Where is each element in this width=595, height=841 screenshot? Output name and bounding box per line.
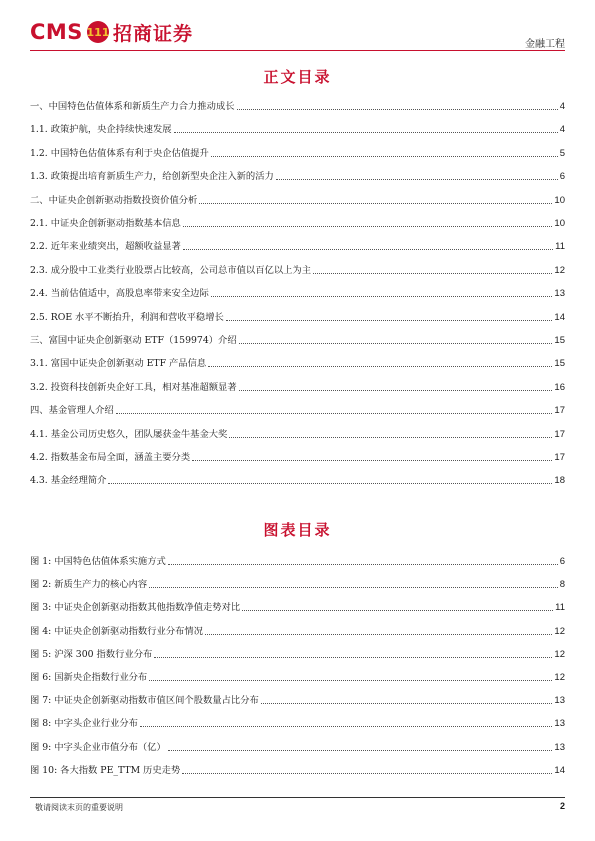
figure-entry-label: 图 10: 各大指数 PE_TTM 历史走势	[30, 764, 181, 776]
report-category: 金融工程	[525, 39, 565, 50]
figure-entry-label: 图 1: 中国特色估值体系实施方式	[30, 556, 166, 567]
figure-entry-label: 图 6: 国新央企指数行业分布	[30, 672, 148, 683]
figure-entry[interactable]	[30, 554, 565, 568]
figure-entry-page: 13	[554, 718, 565, 730]
dot-leader	[229, 437, 552, 438]
toc-title: 正文目录	[263, 68, 332, 86]
toc-entry[interactable]	[30, 263, 565, 277]
toc-entry-label: 一、中国特色估值体系和新质生产力合力推动成长	[30, 101, 235, 112]
figures-title: 图表目录	[263, 521, 332, 539]
toc-entry[interactable]	[30, 286, 565, 300]
dot-leader	[276, 179, 558, 180]
dot-leader	[154, 657, 552, 658]
toc-entry-page: 12	[554, 264, 565, 276]
cms-logo	[30, 17, 193, 47]
toc-entry[interactable]	[30, 239, 565, 253]
toc-entry[interactable]	[30, 216, 565, 230]
header-divider	[30, 50, 565, 51]
page-header	[30, 17, 565, 51]
toc-entry-page: 15	[554, 335, 565, 346]
dot-leader	[192, 460, 552, 461]
footer-divider	[30, 797, 565, 798]
toc-entry[interactable]	[30, 169, 565, 183]
figure-entry[interactable]	[30, 693, 565, 707]
logo-seal-icon: 111	[87, 21, 109, 43]
toc-entry-label: 二、中证央企创新驱动指数投资价值分析	[30, 194, 198, 206]
dot-leader	[237, 109, 558, 110]
dot-leader	[182, 773, 552, 774]
dot-leader	[205, 634, 552, 635]
figure-entry-label: 图 3: 中证央企创新驱动指数其他指数净值走势对比	[30, 602, 241, 614]
toc-entry-label: 2.5. ROE 水平不断抬升，利润和营收平稳增长	[30, 311, 224, 323]
dot-leader	[149, 587, 557, 588]
toc-entry-page: 10	[554, 194, 565, 206]
toc-entry-page: 15	[554, 358, 565, 370]
footer-disclaimer: 敬请阅读末页的重要说明	[35, 803, 123, 812]
logo-cms-text: CMS	[30, 20, 83, 44]
figure-entry-page: 8	[559, 579, 565, 591]
toc-entry[interactable]	[30, 403, 565, 417]
dot-leader	[261, 703, 553, 704]
toc-entry-page: 13	[554, 288, 565, 300]
dot-leader	[211, 156, 558, 157]
figure-entry-label: 图 4: 中证央企创新驱动指数行业分布情况	[30, 625, 204, 637]
figure-entry-page: 12	[554, 625, 565, 637]
logo-company-name: 招商证券	[112, 22, 193, 45]
toc-entry-label: 4.3. 基金经理简介	[30, 475, 107, 487]
toc-entry[interactable]	[30, 193, 565, 207]
toc-entry-page: 4	[559, 124, 565, 136]
toc-entry-label: 2.3. 成分股中工业类行业股票占比较高，公司总市值以百亿以上为主	[30, 264, 312, 276]
dot-leader	[242, 610, 553, 611]
figure-entry-label: 图 9: 中字头企业市值分布（亿）	[30, 741, 166, 753]
figure-entry[interactable]	[30, 763, 565, 777]
toc-entry-page: 17	[554, 405, 565, 417]
toc-entry-label: 1.1. 政策护航，央企持续快速发展	[30, 124, 172, 136]
figure-entry-label: 图 5: 沪深 300 指数行业分布	[30, 648, 153, 660]
toc-entry-page: 17	[554, 428, 565, 440]
toc-entry-label: 4.2. 指数基金布局全面，涵盖主要分类	[30, 452, 191, 463]
figure-entry-page: 11	[555, 602, 565, 614]
figure-entry-page: 14	[554, 764, 565, 776]
toc-entry-page: 4	[559, 101, 565, 112]
toc-entry-label: 3.1. 富国中证央企创新驱动 ETF 产品信息	[30, 358, 207, 370]
toc-entry-label: 2.2. 近年来业绩突出，超额收益显著	[30, 241, 181, 253]
dot-leader	[108, 483, 552, 484]
dot-leader	[140, 726, 552, 727]
toc-entry-label: 4.1. 基金公司历史悠久，团队屡获金牛基金大奖	[30, 428, 228, 440]
figure-entry[interactable]	[30, 716, 565, 730]
toc-entry-page: 11	[555, 241, 565, 253]
figure-entry-page: 6	[559, 556, 565, 567]
dot-leader	[183, 249, 553, 250]
toc-entry-page: 5	[559, 147, 565, 159]
toc-entry-label: 2.1. 中证央企创新驱动指数基本信息	[30, 218, 181, 229]
dot-leader	[168, 750, 553, 751]
toc-entry[interactable]	[30, 146, 565, 160]
toc-entry[interactable]	[30, 99, 565, 113]
toc-entry-page: 6	[559, 171, 565, 183]
toc-entry[interactable]	[30, 333, 565, 347]
page-number: 2	[559, 801, 565, 811]
dot-leader	[239, 390, 553, 391]
toc-entry-label: 3.2. 投资科技创新央企好工具，相对基准超额显著	[30, 381, 237, 393]
dot-leader	[239, 343, 553, 344]
toc-entry-label: 四、基金管理人介绍	[30, 405, 114, 417]
figure-entry[interactable]	[30, 624, 565, 638]
figure-entry[interactable]	[30, 647, 565, 661]
dot-leader	[211, 296, 553, 297]
toc-entry[interactable]	[30, 380, 565, 394]
figure-entry-page: 13	[554, 741, 565, 753]
toc-entry[interactable]	[30, 310, 565, 324]
dot-leader	[174, 132, 558, 133]
toc-entry-label: 1.3. 政策提出培育新质生产力，给创新型央企注入新的活力	[30, 171, 274, 183]
figure-entry[interactable]	[30, 600, 565, 614]
toc-entry-label: 1.2. 中国特色估值体系有利于央企估值提升	[30, 147, 209, 159]
dot-leader	[199, 203, 552, 204]
figure-entry-label: 图 7: 中证央企创新驱动指数市值区间个股数量占比分布	[30, 695, 259, 707]
dot-leader	[226, 320, 553, 321]
toc-entry-page: 18	[554, 475, 565, 487]
toc-entry[interactable]	[30, 473, 565, 487]
toc-entry[interactable]	[30, 427, 565, 441]
toc-entry[interactable]	[30, 356, 565, 370]
toc-entry-page: 16	[554, 381, 565, 393]
figure-entry[interactable]	[30, 670, 565, 684]
toc-entry-page: 10	[554, 218, 565, 229]
dot-leader	[183, 226, 553, 227]
toc-entry-label: 2.4. 当前估值适中，高股息率带来安全边际	[30, 288, 209, 300]
dot-leader	[313, 273, 552, 274]
figure-entry-label: 图 8: 中字头企业行业分布	[30, 718, 138, 730]
figure-entry-page: 12	[554, 672, 565, 683]
figure-entry[interactable]	[30, 577, 565, 591]
toc-entry-label: 三、富国中证央企创新驱动 ETF（159974）介绍	[30, 335, 237, 346]
toc-entry[interactable]	[30, 450, 565, 464]
toc-entry-page: 14	[554, 311, 565, 323]
dot-leader	[116, 413, 553, 414]
toc-entry-page: 17	[554, 452, 565, 463]
figure-entry-label: 图 2: 新质生产力的核心内容	[30, 579, 148, 591]
dot-leader	[149, 680, 552, 681]
toc-entry[interactable]	[30, 122, 565, 136]
dot-leader	[168, 564, 558, 565]
dot-leader	[208, 366, 552, 367]
figure-entry-page: 12	[554, 648, 565, 660]
figure-entry-page: 13	[554, 695, 565, 707]
figure-entry[interactable]	[30, 740, 565, 754]
